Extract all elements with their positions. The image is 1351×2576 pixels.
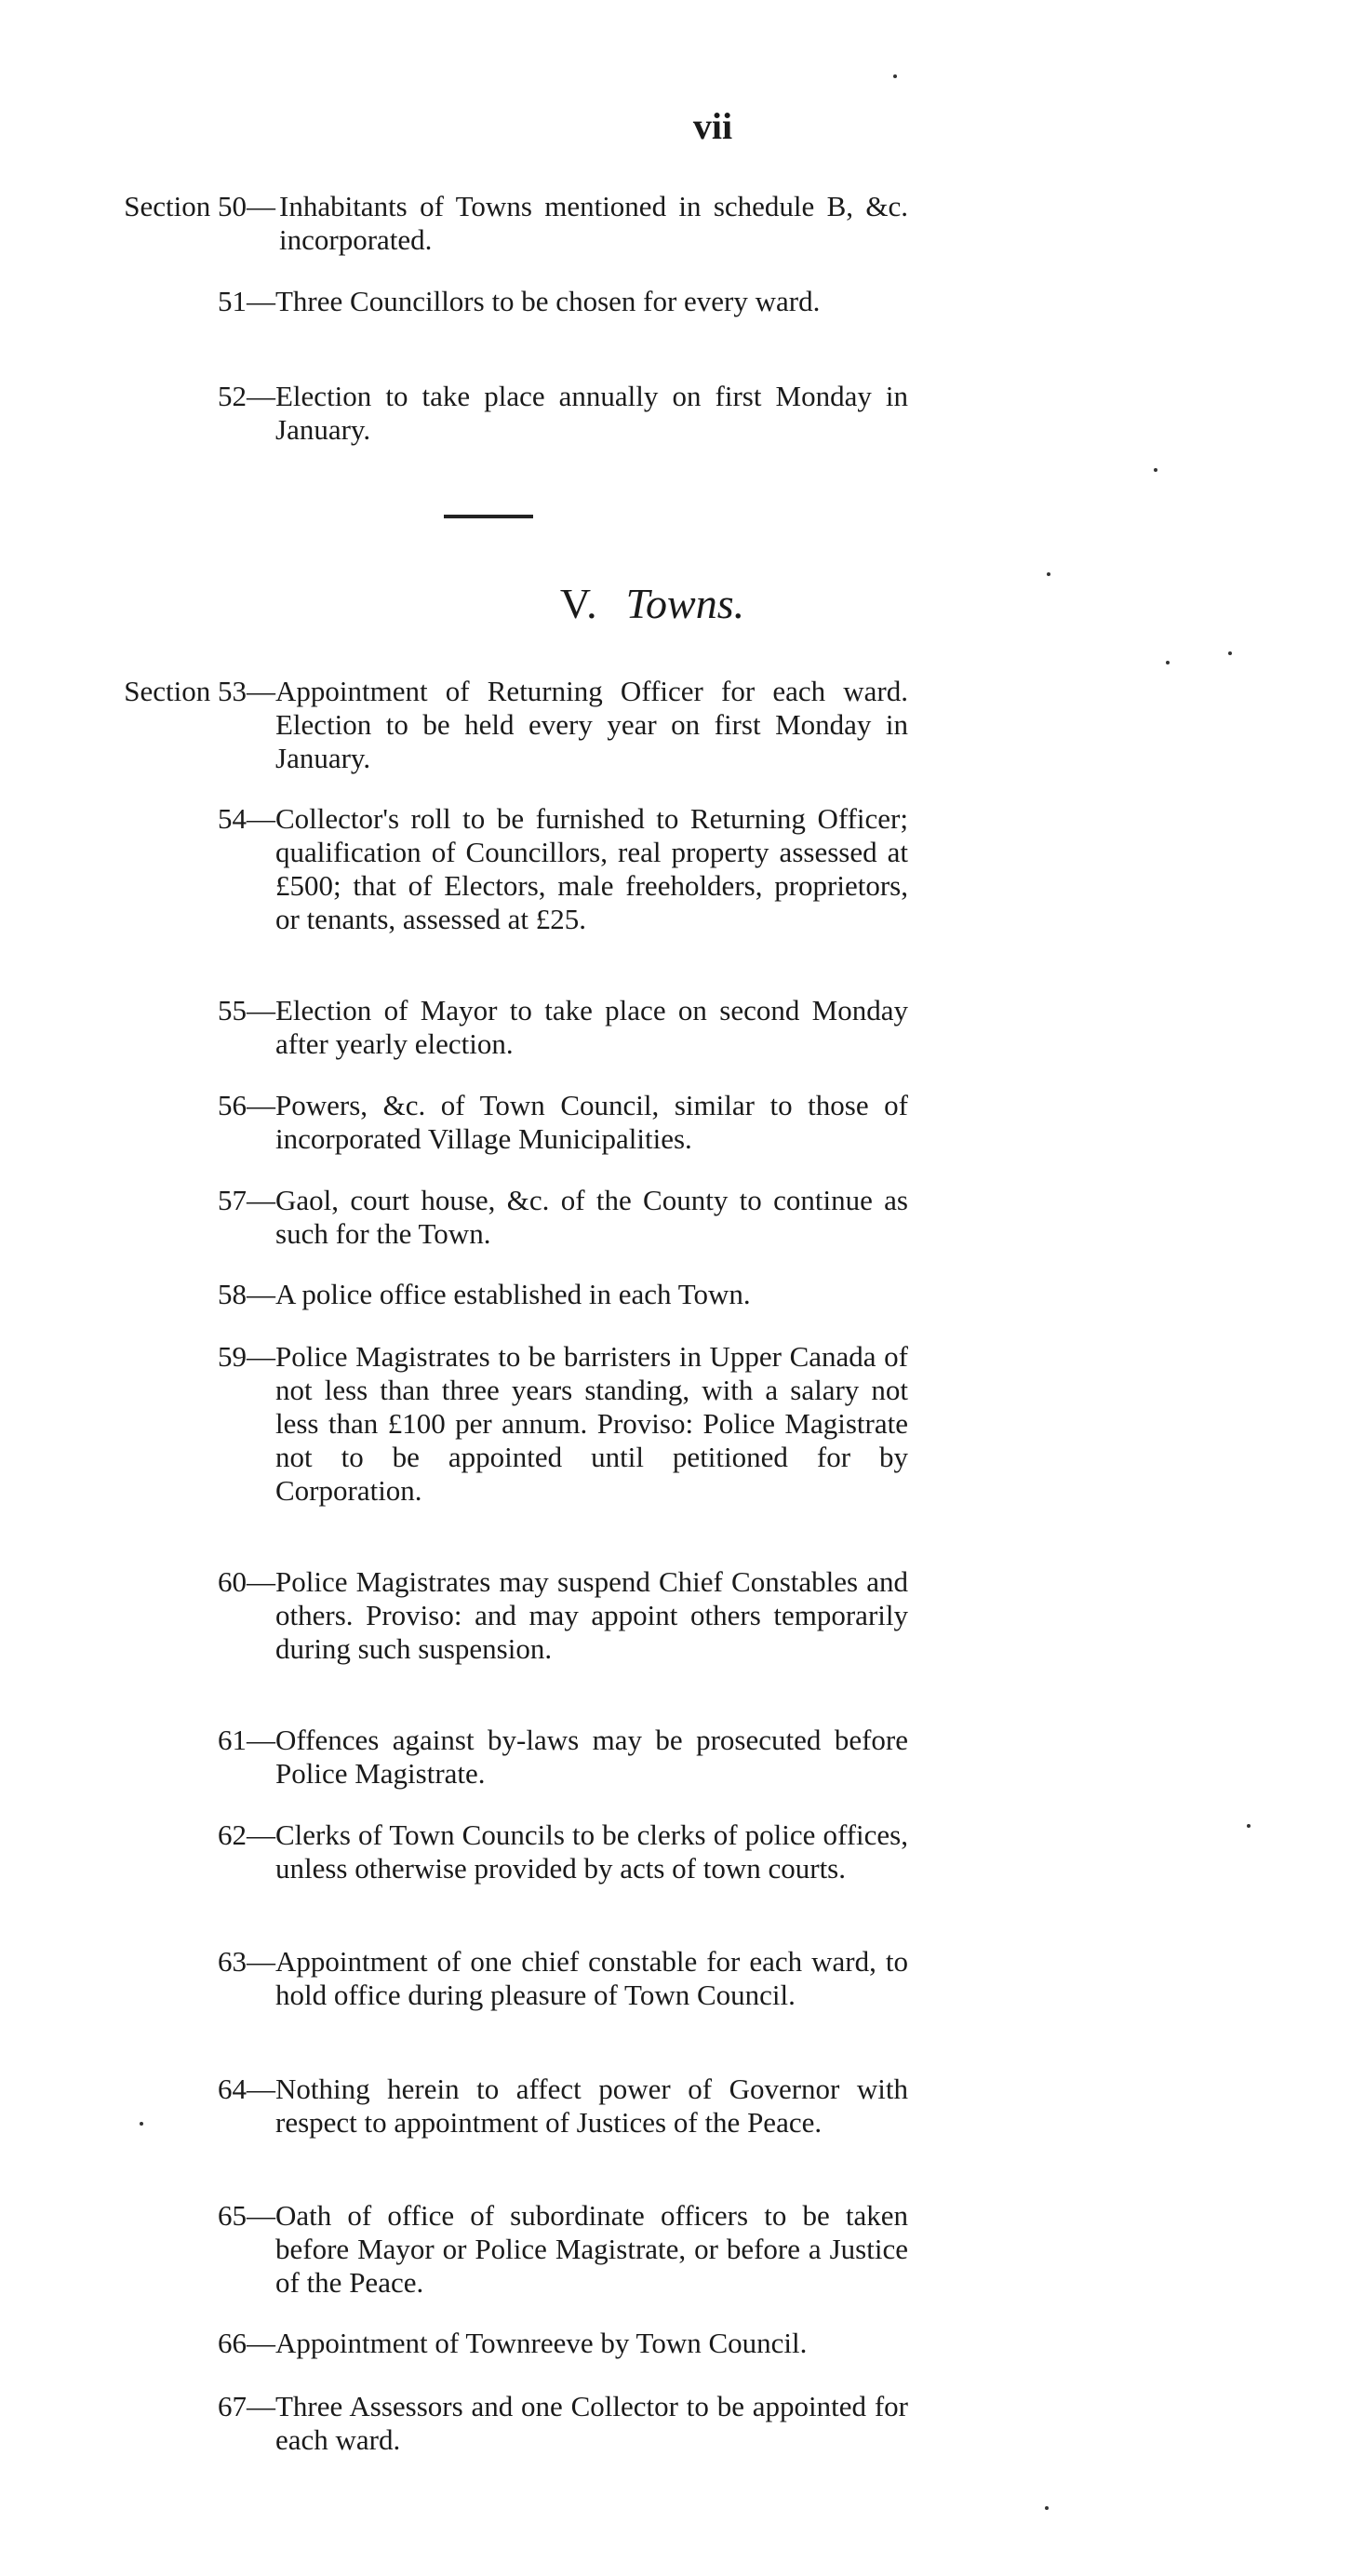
entry-label: 60— (218, 1565, 275, 1598)
entry-text: Clerks of Town Councils to be clerks of police offices, unless otherwise provided by acts of town courts. (275, 1818, 908, 1885)
entry-label: 58— (218, 1278, 275, 1310)
entry-text: Election of Mayor to take place on second Monday after yearly election. (275, 994, 908, 1060)
entry-label: 63— (218, 1945, 275, 1978)
entry-label: Section 50— (124, 190, 275, 222)
entry-label: 57— (218, 1184, 275, 1216)
entry-text: Appointment of Townreeve by Town Council. (275, 2327, 808, 2359)
entry-text: A police office established in each Town. (275, 1278, 751, 1310)
scan-speck (1166, 661, 1170, 664)
entry-label: 64— (218, 2073, 275, 2105)
scan-speck (1045, 2506, 1049, 2510)
section-heading (0, 579, 1351, 628)
entry-label: 51— (218, 285, 275, 317)
entry-text: Police Magistrates may suspend Chief Constables and others. Proviso: and may appoint others temporarily during such suspension. (275, 1565, 908, 1665)
scan-speck (1247, 1824, 1251, 1828)
scan-speck (1154, 468, 1157, 472)
entry-text: Appointment of one chief constable for each ward, to hold office during pleasure of Town Council. (275, 1945, 908, 2011)
section-heading-title: Towns. (625, 580, 745, 627)
entry-text: Powers, &c. of Town Council, similar to those of incorporated Village Municipalities. (275, 1089, 908, 1155)
entry-text: Nothing herein to affect power of Governor with respect to appointment of Justices of the Peace. (275, 2073, 908, 2139)
page-number: vii (692, 105, 733, 147)
entry-text: Offences against by-laws may be prosecuted before Police Magistrate. (275, 1724, 908, 1790)
entry-label: Section 53— (124, 675, 275, 707)
entry-label: 62— (218, 1818, 275, 1851)
scan-speck (1047, 572, 1050, 576)
entry-text: Gaol, court house, &c. of the County to continue as such for the Town. (275, 1184, 908, 1250)
scan-speck (140, 2122, 143, 2126)
entry-text: Collector's roll to be furnished to Returning Officer; qualification of Councillors, real property assessed at £500; that of Electors, male freeholders, proprietors, or tenants, assessed at £25. (275, 802, 908, 935)
entry-label: 52— (218, 380, 275, 412)
entry-label: 66— (218, 2327, 275, 2359)
entry-label: 67— (218, 2390, 275, 2422)
entry-label: 65— (218, 2199, 275, 2232)
entry-label: 56— (218, 1089, 275, 1121)
entry-text: Appointment of Returning Officer for each ward. Election to be held every year on first Monday in January. (275, 675, 908, 774)
entry-label: 61— (218, 1724, 275, 1756)
entry-text: Three Councillors to be chosen for every ward. (275, 285, 821, 317)
entry-text: Election to take place annually on first Monday in January. (275, 380, 908, 446)
entry-label: 59— (218, 1340, 275, 1373)
scan-speck (893, 74, 897, 78)
section-heading-numeral: V. (559, 580, 598, 627)
entry-text: Police Magistrates to be barristers in Upper Canada of not less than three years standing, with a salary not less than £100 per annum. Proviso: Police Magistrate not to be appointed until petitioned for by Corporation. (275, 1340, 908, 1507)
scan-speck (1228, 651, 1232, 655)
entry-text: Three Assessors and one Collector to be appointed for each ward. (275, 2390, 908, 2456)
entry-text: Oath of office of subordinate officers to be taken before Mayor or Police Magistrate, or before a Justice of the Peace. (275, 2199, 908, 2299)
entry-text: Inhabitants of Towns mentioned in schedule B, &c. incorporated. (279, 190, 908, 256)
entry-label: 54— (218, 802, 275, 835)
entry-label: 55— (218, 994, 275, 1026)
section-divider (444, 515, 533, 518)
